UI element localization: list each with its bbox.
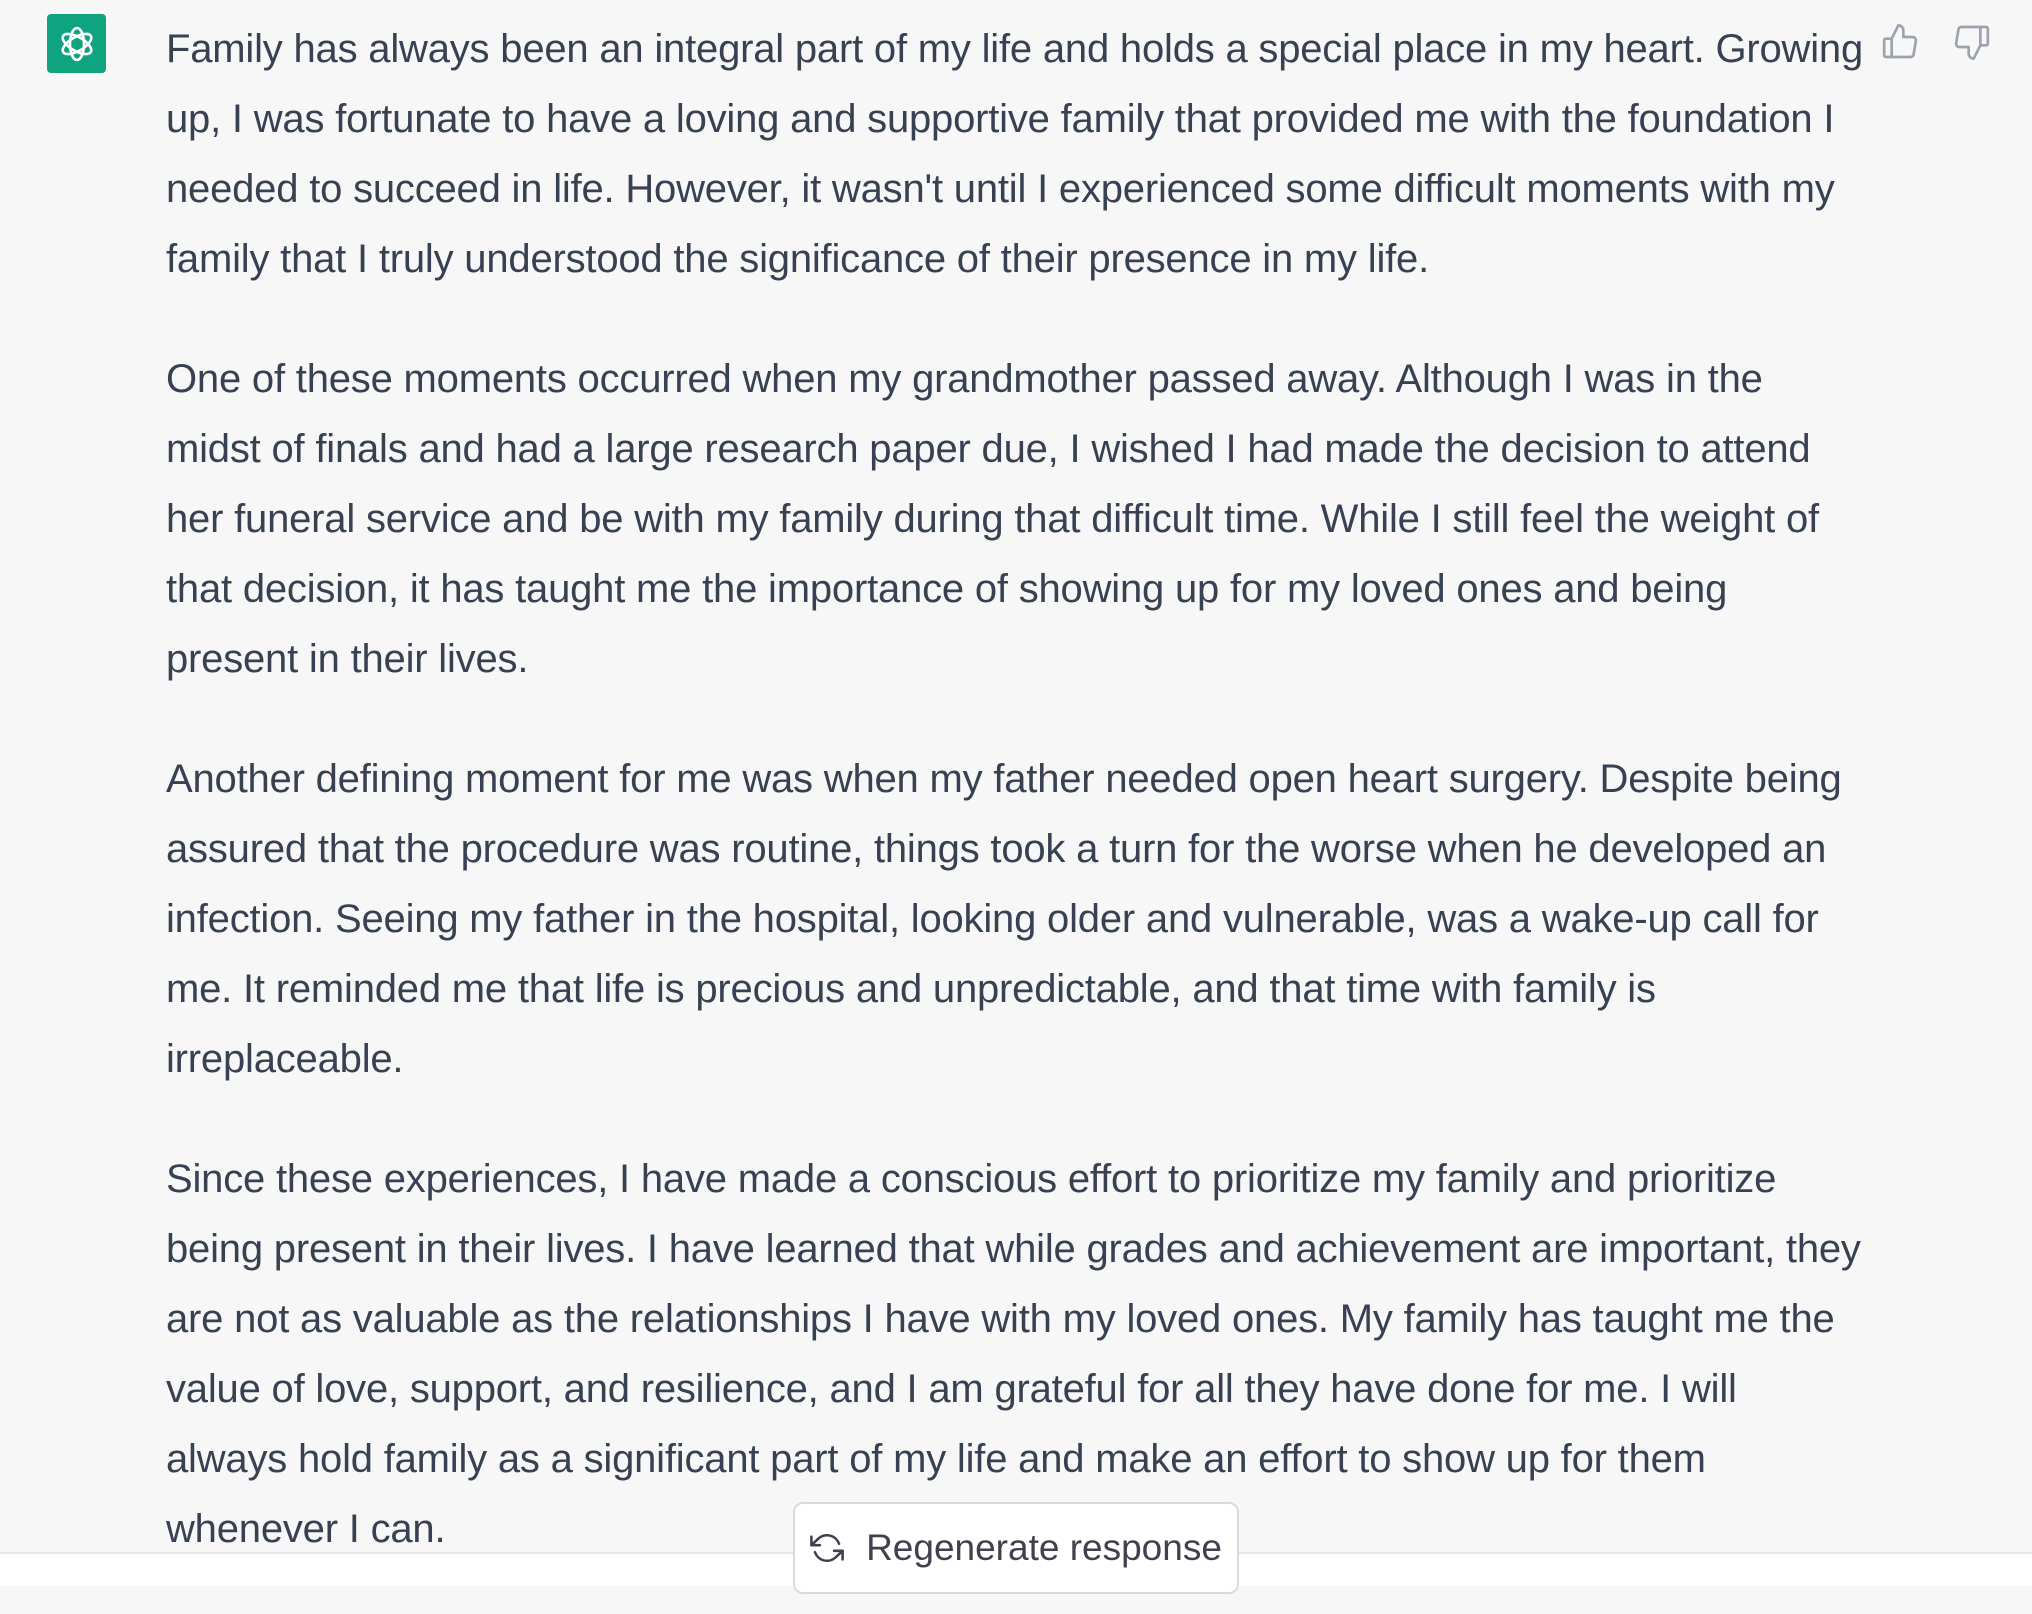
thumbs-down-icon bbox=[1952, 22, 1992, 62]
regenerate-response-label: Regenerate response bbox=[866, 1527, 1222, 1568]
message-paragraph: Another defining moment for me was when my father needed open heart surgery. Despite being assured that the procedure was routine, things took a turn for the worse when he developed an infection. Seeing my father in the hospital, looking older and vulnerable, was a wake-up call for me. It reminded me that life is precious and unpredictable, and that time with family is irreplaceable. bbox=[166, 757, 1842, 1081]
thumbs-up-button[interactable] bbox=[1878, 20, 1922, 64]
thumbs-up-icon bbox=[1880, 22, 1920, 62]
feedback-buttons bbox=[1878, 20, 1994, 64]
refresh-icon bbox=[810, 1531, 844, 1565]
assistant-message bbox=[166, 14, 1866, 1614]
message-paragraph: Since these experiences, I have made a conscious effort to prioritize my family and prioritize being present in their lives. I have learned that while grades and achievement are important, they are not as valuable as the relationships I have with my loved ones. My family has taught me the value of love, support, and resilience, and I am grateful for all they have done for me. I will always hold family as a significant part of my life and make an effort to show up for them whenever I can. bbox=[166, 1157, 1861, 1551]
assistant-avatar bbox=[47, 14, 106, 73]
message-paragraph: Family has always been an integral part of my life and holds a special place in my heart. Growing up, I was fortunate to have a loving and supportive family that provided me with the foundation I needed to succeed in life. However, it wasn't until I experienced some difficult moments with my family that I truly understood the significance of their presence in my life. bbox=[166, 27, 1864, 281]
regenerate-response-button[interactable] bbox=[793, 1502, 1239, 1594]
openai-logo-icon bbox=[56, 23, 98, 65]
message-paragraph: One of these moments occurred when my grandmother passed away. Although I was in the midst of finals and had a large research paper due, I wished I had made the decision to attend her funeral service and be with my family during that difficult time. While I still feel the weight of that decision, it has taught me the importance of showing up for my loved ones and being present in their lives. bbox=[166, 357, 1819, 681]
thumbs-down-button[interactable] bbox=[1950, 20, 1994, 64]
